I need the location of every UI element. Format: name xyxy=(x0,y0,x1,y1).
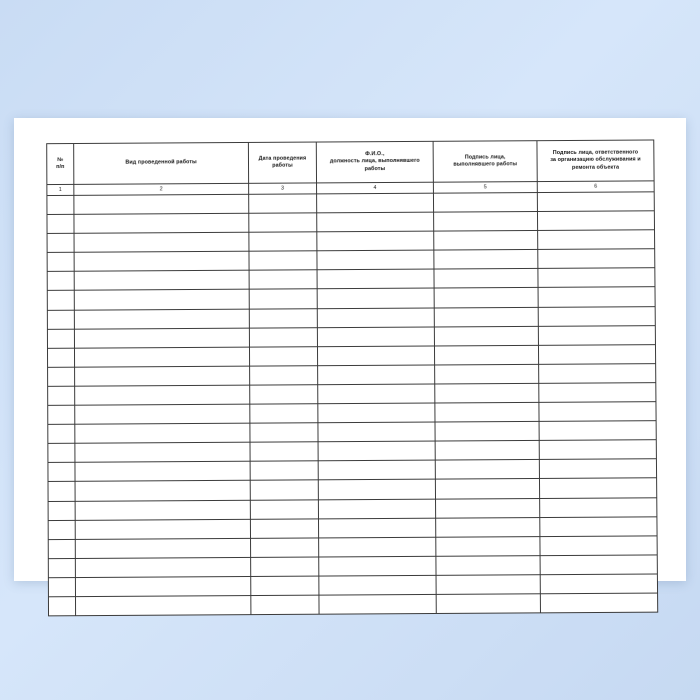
table-cell[interactable] xyxy=(75,596,250,616)
table-cell[interactable] xyxy=(434,288,538,308)
table-cell[interactable] xyxy=(540,497,657,517)
table-cell[interactable] xyxy=(538,249,655,269)
table-cell[interactable] xyxy=(435,460,539,480)
table-cell[interactable] xyxy=(251,595,319,615)
table-cell[interactable] xyxy=(47,253,74,272)
table-cell[interactable] xyxy=(48,367,75,386)
table-cell[interactable] xyxy=(538,306,655,326)
table-cell[interactable] xyxy=(538,287,655,307)
table-cell[interactable] xyxy=(538,230,655,250)
column-header-signature-performer xyxy=(433,141,537,183)
table-cell[interactable] xyxy=(249,346,317,366)
table-cell[interactable] xyxy=(319,575,436,595)
column-number: 5 xyxy=(433,182,537,194)
header-line: Вид проведенной работы xyxy=(125,159,197,166)
table-cell[interactable] xyxy=(75,462,250,482)
table-cell[interactable] xyxy=(47,310,74,329)
table-cell[interactable] xyxy=(251,557,319,577)
table-cell[interactable] xyxy=(436,594,540,614)
header-line: п/п xyxy=(56,164,65,171)
table-cell[interactable] xyxy=(75,557,250,577)
table-cell[interactable] xyxy=(540,555,657,575)
table-cell[interactable] xyxy=(250,366,318,386)
table-cell[interactable] xyxy=(74,347,249,367)
table-cell[interactable] xyxy=(249,251,317,270)
table-cell[interactable] xyxy=(538,268,655,288)
table-row[interactable] xyxy=(48,593,657,616)
header-line: выполнявшего работы xyxy=(453,161,518,168)
table-cell[interactable] xyxy=(47,214,74,233)
table-cell[interactable] xyxy=(538,344,655,364)
table-cell[interactable] xyxy=(48,463,75,482)
table-cell[interactable] xyxy=(75,385,250,405)
table-cell[interactable] xyxy=(539,478,656,498)
table-cell[interactable] xyxy=(74,271,249,291)
table-cell[interactable] xyxy=(249,194,317,213)
table-cell[interactable] xyxy=(540,574,657,594)
table-cell[interactable] xyxy=(48,539,75,558)
table-cell[interactable] xyxy=(47,348,74,367)
table-cell[interactable] xyxy=(47,291,74,310)
table-cell[interactable] xyxy=(75,481,250,501)
table-cell[interactable] xyxy=(250,423,318,443)
table-cell[interactable] xyxy=(539,421,656,441)
table-cell[interactable] xyxy=(48,482,75,501)
table-cell[interactable] xyxy=(74,290,249,310)
table-body xyxy=(47,192,658,616)
table-cell[interactable] xyxy=(47,195,74,214)
table-cell[interactable] xyxy=(436,536,540,556)
table-cell[interactable] xyxy=(318,422,435,442)
column-number: 6 xyxy=(537,181,654,193)
table-cell[interactable] xyxy=(318,384,435,404)
column-number: 1 xyxy=(47,184,74,195)
table-cell[interactable] xyxy=(48,520,75,539)
header-line: Ф.И.О., xyxy=(365,151,385,158)
table-cell[interactable] xyxy=(47,233,74,252)
table-cell[interactable] xyxy=(317,212,434,232)
table-cell[interactable] xyxy=(251,538,319,558)
table-cell[interactable] xyxy=(317,308,434,328)
table-cell[interactable] xyxy=(317,346,434,366)
table-cell[interactable] xyxy=(318,441,435,461)
table-cell[interactable] xyxy=(436,575,540,595)
table-cell[interactable] xyxy=(48,405,75,424)
column-header-number xyxy=(47,144,74,185)
table-cell[interactable] xyxy=(434,231,538,251)
table-cell[interactable] xyxy=(435,402,539,422)
table-cell[interactable] xyxy=(539,440,656,460)
table-cell[interactable] xyxy=(436,517,540,537)
column-header-person xyxy=(316,141,433,183)
table-cell[interactable] xyxy=(75,423,250,443)
header-line: работы xyxy=(272,162,293,169)
column-number: 3 xyxy=(249,183,317,194)
header-line: должность лица, выполнявшего xyxy=(329,158,420,165)
table-cell[interactable] xyxy=(319,594,436,614)
journal-table xyxy=(46,139,658,616)
table-cell[interactable] xyxy=(317,231,434,251)
header-line: Дата проведения xyxy=(258,155,307,162)
table-cell[interactable] xyxy=(434,326,538,346)
table-cell[interactable] xyxy=(47,272,74,291)
table-cell[interactable] xyxy=(435,479,539,499)
column-header-signature-responsible xyxy=(537,140,654,182)
table-cell[interactable] xyxy=(435,383,539,403)
table-header xyxy=(47,140,654,196)
table-cell[interactable] xyxy=(250,499,318,519)
table-cell[interactable] xyxy=(74,328,249,348)
document-page xyxy=(13,116,688,583)
table-cell[interactable] xyxy=(74,194,249,214)
column-header-work-type xyxy=(74,142,249,184)
table-cell[interactable] xyxy=(434,269,538,289)
table-cell[interactable] xyxy=(540,516,657,536)
table-cell[interactable] xyxy=(319,537,436,557)
table-cell[interactable] xyxy=(249,232,317,251)
table-cell[interactable] xyxy=(48,597,75,616)
table-cell[interactable] xyxy=(318,499,435,519)
table-cell[interactable] xyxy=(434,345,538,365)
document-sheet xyxy=(14,118,686,581)
table-cell[interactable] xyxy=(436,498,540,518)
table-cell[interactable] xyxy=(251,576,319,596)
table-cell[interactable] xyxy=(537,192,654,212)
header-line: работы xyxy=(364,165,386,172)
table-cell[interactable] xyxy=(318,365,435,385)
table-cell[interactable] xyxy=(317,193,434,213)
table-cell[interactable] xyxy=(435,422,539,442)
table-cell[interactable] xyxy=(318,460,435,480)
table-cell[interactable] xyxy=(48,577,75,596)
table-cell[interactable] xyxy=(75,538,250,558)
table-cell[interactable] xyxy=(75,366,250,386)
table-cell[interactable] xyxy=(250,461,318,481)
table-cell[interactable] xyxy=(249,270,317,289)
table-cell[interactable] xyxy=(537,211,654,231)
table-cell[interactable] xyxy=(539,459,656,479)
table-cell[interactable] xyxy=(74,213,249,233)
table-cell[interactable] xyxy=(434,307,538,327)
table-cell[interactable] xyxy=(434,212,538,232)
table-cell[interactable] xyxy=(318,480,435,500)
table-cell[interactable] xyxy=(317,269,434,289)
table-cell[interactable] xyxy=(250,442,318,462)
table-cell[interactable] xyxy=(249,213,317,232)
table-cell[interactable] xyxy=(75,519,250,539)
table-cell[interactable] xyxy=(538,325,655,345)
table-cell[interactable] xyxy=(75,576,250,596)
table-cell[interactable] xyxy=(539,383,656,403)
table-cell[interactable] xyxy=(433,193,537,213)
table-cell[interactable] xyxy=(250,480,318,500)
header-line: № xyxy=(57,156,64,163)
header-row xyxy=(47,140,654,185)
table-cell[interactable] xyxy=(250,385,318,405)
table-cell[interactable] xyxy=(48,424,75,443)
header-line: Подпись лица, xyxy=(464,154,506,161)
table-cell[interactable] xyxy=(249,289,317,308)
header-line: Подпись лица, ответственного xyxy=(552,149,639,157)
table-cell[interactable] xyxy=(249,327,317,347)
table-cell[interactable] xyxy=(317,250,434,270)
column-number: 2 xyxy=(74,183,249,195)
table-cell[interactable] xyxy=(47,329,74,348)
table-cell[interactable] xyxy=(435,441,539,461)
table-cell[interactable] xyxy=(75,442,250,462)
table-cell[interactable] xyxy=(539,402,656,422)
table-cell[interactable] xyxy=(539,363,656,383)
table-cell[interactable] xyxy=(319,556,436,576)
table-cell[interactable] xyxy=(74,251,249,271)
header-line: за организацию обслуживания и xyxy=(550,156,641,164)
table-cell[interactable] xyxy=(436,555,540,575)
column-number: 4 xyxy=(317,182,434,194)
table-cell[interactable] xyxy=(48,386,75,405)
table-cell[interactable] xyxy=(318,518,435,538)
column-header-date xyxy=(248,142,316,183)
table-cell[interactable] xyxy=(540,593,657,613)
journal-table-container xyxy=(46,139,657,567)
table-cell[interactable] xyxy=(318,403,435,423)
table-cell[interactable] xyxy=(75,500,250,520)
header-line: ремонта объекта xyxy=(571,164,620,171)
table-cell[interactable] xyxy=(434,250,538,270)
table-cell[interactable] xyxy=(540,536,657,556)
table-cell[interactable] xyxy=(317,288,434,308)
table-cell[interactable] xyxy=(435,364,539,384)
table-cell[interactable] xyxy=(250,404,318,424)
table-cell[interactable] xyxy=(74,309,249,329)
table-cell[interactable] xyxy=(250,518,318,538)
table-cell[interactable] xyxy=(48,558,75,577)
table-cell[interactable] xyxy=(249,308,317,327)
table-cell[interactable] xyxy=(317,327,434,347)
table-cell[interactable] xyxy=(48,443,75,462)
table-cell[interactable] xyxy=(75,404,250,424)
table-cell[interactable] xyxy=(48,501,75,520)
table-cell[interactable] xyxy=(74,232,249,252)
